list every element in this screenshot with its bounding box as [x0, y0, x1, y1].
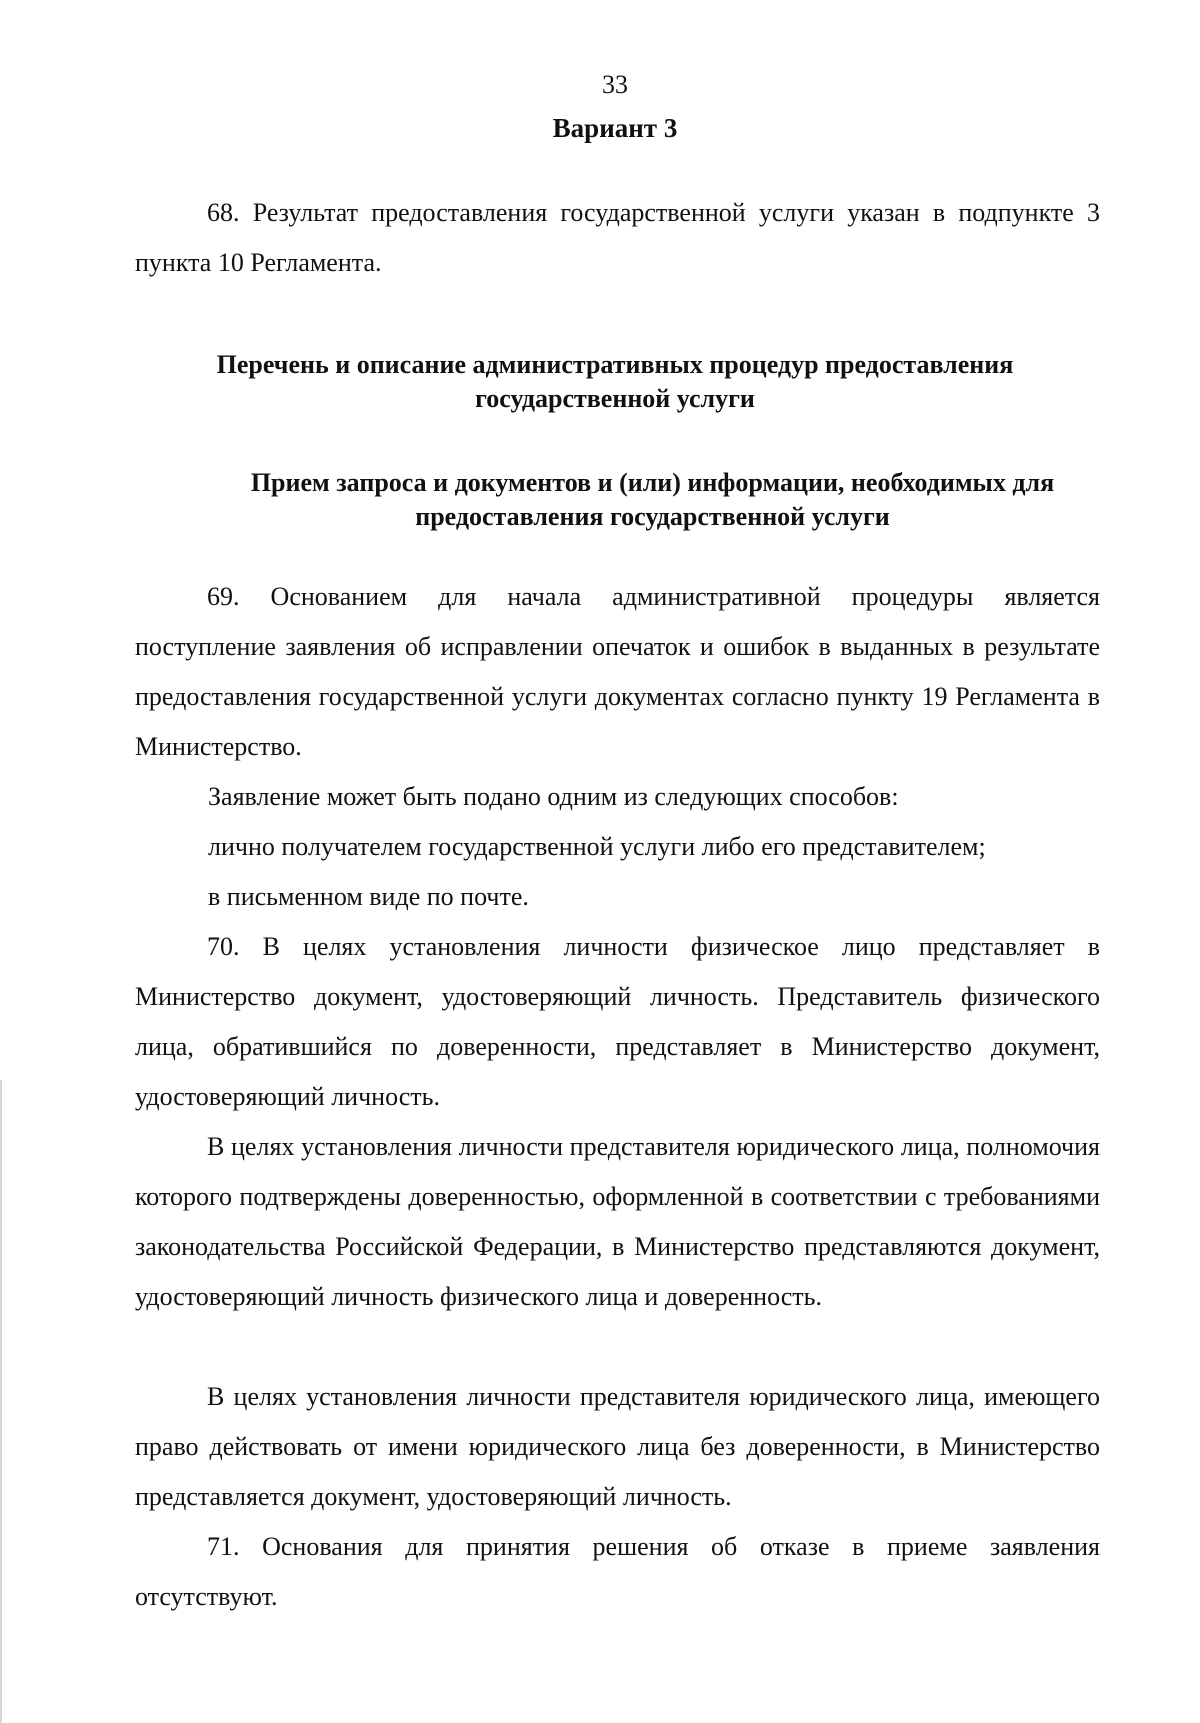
- paragraph-70-legal-proxy: В целях установления личности представителя юридического лица, полномочия которого подтверждены доверенностью, оформленной в соответствии с требованиями законодательства Российской Федерации, в Министерство представляются документ, удостоверяющий личность физического лица и доверенность.: [135, 1132, 1100, 1311]
- scan-edge-shadow: [0, 1080, 2, 1723]
- variant-title: Вариант 3: [552, 113, 678, 143]
- way-item-2: в письменном виде по почте.: [208, 882, 529, 911]
- ways-intro: Заявление может быть подано одним из следующих способов:: [208, 782, 899, 811]
- paragraph-68: 68. Результат предоставления государственной услуги указан в подпункте 3 пункта 10 Регламента.: [135, 198, 1100, 277]
- paragraph-70: 70. В целях установления личности физическое лицо представляет в Министерство документ, удостоверяющий личность. Представитель физического лица, обратившийся по доверенности, представляет в Министерство документ, удостоверяющий личность.: [135, 932, 1100, 1111]
- heading-procedures: Перечень и описание административных процедур предоставления государственной услуги: [216, 350, 1014, 413]
- paragraph-69: 69. Основанием для начала административной процедуры является поступление заявления об исправлении опечаток и ошибок в выданных в результате предоставления государственной услуги документах согласно пункту 19 Регламента в Министерство.: [135, 582, 1100, 761]
- way-item-1: лично получателем государственной услуги либо его представителем;: [208, 832, 986, 861]
- heading-reception: Прием запроса и документов и (или) информации, необходимых для предоставления государственной услуги: [250, 468, 1055, 531]
- paragraph-70-legal-direct: В целях установления личности представителя юридического лица, имеющего право действовать от имени юридического лица без доверенности, в Министерство представляется документ, удостоверяющий личность.: [135, 1382, 1100, 1511]
- paragraph-71: 71. Основания для принятия решения об отказе в приеме заявления отсутствуют.: [135, 1532, 1100, 1611]
- page-number: 33: [602, 70, 628, 99]
